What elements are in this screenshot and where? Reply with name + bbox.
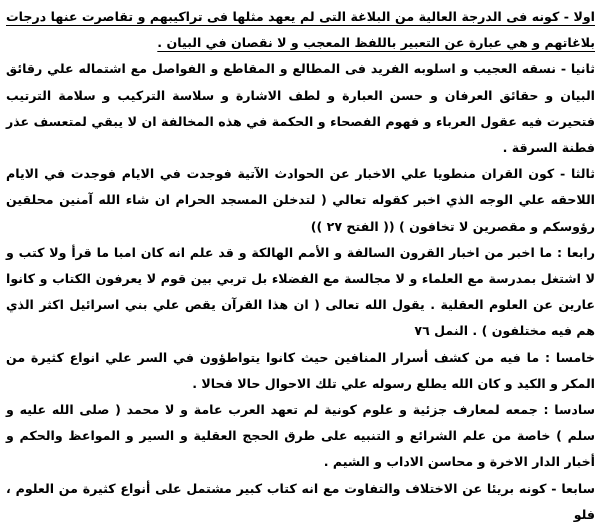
paragraph-first-reason-text: اولا - كونه فى الدرجة العالية من البلاغة التى لم يعهد مثلها فى تراكيبهم و تقاصرت عنها درجات بلاغاتهم و هي عبارة عن التعبير باللفظ المعجب و لا نقصان في البيان . <box>6 9 595 51</box>
paragraph-fourth-reason: رابعا : ما اخبر من اخبار القرون السالفة و الأمم الهالكة و قد علم انه كان امبا ما قرأ ولا كتب و لا اشتغل بمدرسة مع العلماء و لا مجالسة مع الفضلاء بل تربي بين قوم لا يعرفون الكتاب و كانوا عارين عن العلوم العقلية . يقول الله تعالى ( ان هذا القرآن يقص علي بني اسرائيل اكثر الذي هم فيه مختلفون ) . النمل ٧٦ <box>6 244 595 339</box>
paragraph-seventh-reason: سابعا - كونه بريئا عن الاختلاف والتفاوت مع انه كتاب كبير مشتمل على أنواع كثيرة من العلوم ، فلو <box>6 480 595 522</box>
paragraph-fifth-reason: خامسا : ما فيه من كشف أسرار المنافين حيث كانوا يتواطؤون في السر علي انواع كثيرة من المكر و الكيد و كان الله يطلع رسوله علي تلك الاحوال حالا فحالا . <box>6 349 595 391</box>
paragraph-first-reason <box>6 4 595 56</box>
paragraph-third-reason: ثالثا - كون القران منطويا علي الاخبار عن الحوادث الآتية فوجدت في الايام فوجدت في الايام اللاحقه علي الوجه الذي اخبر كقوله تعالي ( لتدخلن المسجد الحرام ان شاء الله آمنين محلقين رؤوسكم و مقصرين لا تخافون ) (( الفتح ٢٧ )) <box>6 166 595 234</box>
document-page <box>6 4 595 522</box>
paragraph-sixth-reason: سادسا : جمعه لمعارف جزئية و علوم كونية لم تعهد العرب عامة و لا محمد ( صلى الله عليه و سلم ) خاصة من علم الشرائع و التنبيه على طرق الحجج العقلية و السير و المواعظ والحكم و أخبار الدار الاخرة و محاسن الاداب و الشيم . <box>6 402 595 470</box>
paragraph-second-reason: ثانيا - نسقه العجيب و اسلوبه الفريد فى المطالع و المقاطع و الفواصل مع اشتماله علي رقائق البيان و حقائق العرفان و حسن العبارة و لطف الاشارة و سلاسة التركيب و سلامة الترتيب فتحيرت فيه عقول العرباء و فهوم الفصحاء و الحكمة في هذه المخالفة ان لا يبقي لمتعسف عذر فطنة السرقة . <box>6 61 595 156</box>
